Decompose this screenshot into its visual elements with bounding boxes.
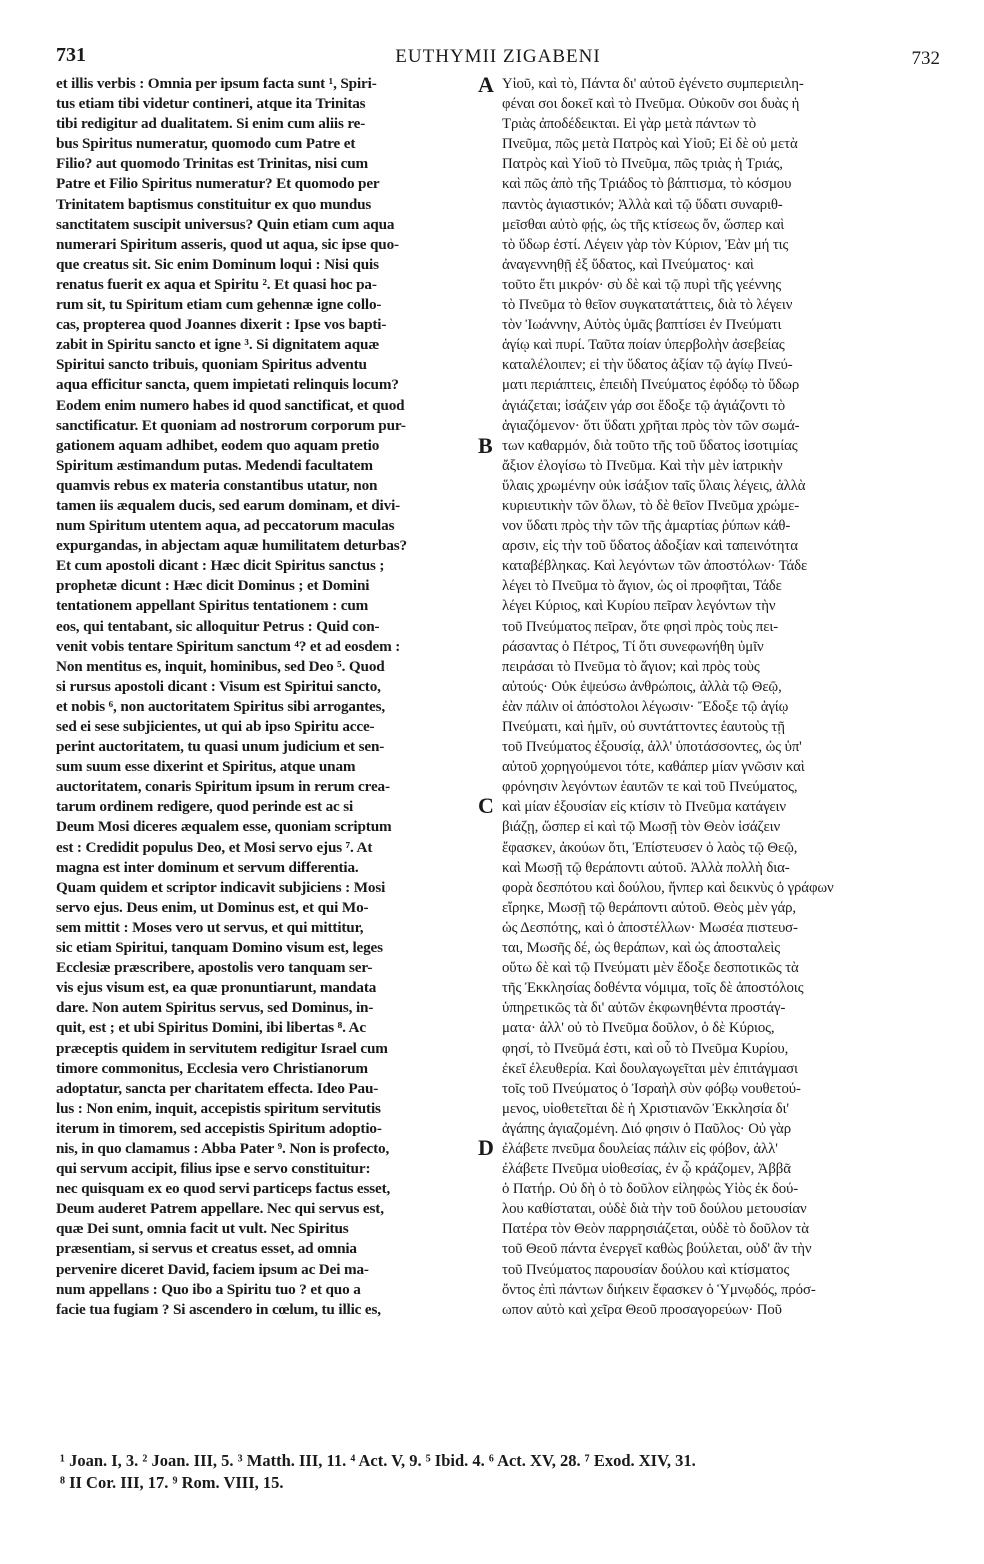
text-line: tibi redigitur ad dualitatem. Si enim cum aliis re- bbox=[56, 115, 366, 133]
text-line: τοῦ Πνεύματος πεῖραν, ὅτε φησὶ πρὸς τοὺς πει- bbox=[502, 618, 779, 635]
text-line: numerari Spiritum asseris, quod ut aqua, sic ipse quo- bbox=[56, 235, 399, 253]
text-line: timore commonitus, Ecclesia vero Christianorum bbox=[56, 1059, 368, 1077]
text-line: τὸν Ἰωάννην, Αὐτὸς ὑμᾶς βαπτίσει ἐν Πνεύματι bbox=[502, 317, 782, 334]
page-number-right: 732 bbox=[911, 48, 940, 69]
text-line: rum sit, tu Spiritum etiam cum gehennæ igne collo- bbox=[56, 296, 382, 314]
text-line: Πνεύματι, καὶ ἡμῖν, οὐ συντάττοντες ἑαυτοὺς τῇ bbox=[502, 719, 785, 735]
text-line: φέναι σοι δοκεῖ καὶ τὸ Πνεῦμα. Οὐκοῦν σοι δυὰς ἡ bbox=[502, 96, 800, 113]
text-line: ὡς Δεσπότης, καὶ ὁ ἀποστέλλων· Μωσέα πιστευσ- bbox=[502, 919, 798, 936]
text-line: ωπον αὐτὸ καὶ χεῖρα Θεοῦ προσαγορεύων· Ποῦ bbox=[502, 1301, 782, 1318]
text-line: magna est inter dominum et servum differentia. bbox=[56, 858, 359, 876]
text-line: ἁγιάζεται; ἰσάζειν γάρ σοι ἔδοξε τῷ ἁγιάζοντι τὸ bbox=[502, 397, 786, 414]
text-line: ὑπηρετικῶς τὰ δι' αὐτῶν ἐκφωνηθέντα προστάγ- bbox=[502, 1000, 786, 1017]
text-line: των καθαρμόν, διὰ τοῦτο τῆς τοῦ ὕδατος ἰσοτιμίας bbox=[502, 437, 798, 454]
text-line: ἀναγεννηθῇ ἐξ ὕδατος, καὶ Πνεύματος· καὶ bbox=[502, 256, 754, 273]
margin-letter-a: A bbox=[478, 72, 494, 97]
text-line: Quam quidem et scriptor indicavit subjiciens : Mosi bbox=[56, 878, 386, 896]
text-line: Deum auderet Patrem appellare. Nec qui servus est, bbox=[56, 1200, 384, 1218]
text-line: ὄντος ἐπὶ πάντων διήκειν ἔφασκεν ὁ Ὑμνῳδός, πρόσ- bbox=[502, 1281, 816, 1298]
text-line: ἔφασκεν, ἀκούων ὅτι, Ἐπίστευσεν ὁ λαὸς τῷ Θεῷ, bbox=[502, 839, 798, 856]
text-line: venit vobis tentare Spiritum sanctum ⁴? et ad eosdem : bbox=[56, 637, 401, 655]
text-line: τοῦτο ἔτι μικρόν· σὺ δὲ καὶ τῷ πυρὶ τῆς γεέννης bbox=[502, 276, 782, 293]
text-line: Deum Mosi diceres æqualem esse, quoniam scriptum bbox=[56, 818, 392, 836]
text-line: λέγει τὸ Πνεῦμα τὸ ἅγιον, ὡς οἱ προφῆται, Τάδε bbox=[502, 578, 782, 595]
text-line: nis, in quo clamamus : Abba Pater ⁹. Non is profecto, bbox=[56, 1139, 390, 1157]
text-line: καταβέβληκας. Καὶ λεγόντων τῶν ἀποστόλων· Τάδε bbox=[502, 558, 808, 575]
text-line: pervenire diceret David, faciem ipsum ac Dei ma- bbox=[56, 1260, 369, 1278]
text-line: sum suum esse dixerint et Spiritus, atque unam bbox=[56, 758, 356, 776]
text-line: nec quisquam ex eo quod servi particeps factus esset, bbox=[56, 1180, 391, 1198]
text-line: παντὸς ἁγιαστικόν; Ἀλλὰ καὶ τῷ ὕδατι συναριθ- bbox=[502, 196, 783, 213]
text-line: φορὰ δεσπότου καὶ δούλου, ἥνπερ καὶ δεικνὺς ὁ γράφων bbox=[502, 879, 834, 896]
margin-letter-c: C bbox=[478, 793, 494, 818]
text-line: τὸ Πνεῦμα τὸ θεῖον συγκατατάττεις, διὰ τὸ λέγειν bbox=[502, 297, 793, 314]
text-line: ὁ Πατήρ. Οὐ δὴ ὁ τὸ δοῦλον εἰληφὼς Υἱὸς ἐκ δού- bbox=[502, 1181, 799, 1198]
text-line: οὕτω δὲ καὶ τῷ Πνεύματι μὲν ἔδοξε δεσποτικῶς τὰ bbox=[502, 960, 799, 977]
text-line: τοῦ Θεοῦ πάντα ἐνεργεῖ καθὼς βούλεται, οὐδ' ἂν τὴν bbox=[502, 1241, 812, 1258]
text-line: si rursus apostoli dicant : Visum est Spiritui sancto, bbox=[56, 677, 381, 695]
text-line: ἄξιον ἐλογίσω τὸ Πνεῦμα. Καὶ τὴν μὲν ἰατρικὴν bbox=[502, 457, 783, 474]
text-line: ἀγάπης ἁγιαζομένη. Διό φησιν ὁ Παῦλος· Οὐ γὰρ bbox=[502, 1120, 791, 1137]
text-line: qui servum accipit, filius ipse e servo constituitur: bbox=[56, 1160, 371, 1178]
text-line: Non mentitus es, inquit, hominibus, sed Deo ⁵. Quod bbox=[56, 657, 385, 675]
text-line: præceptis quidem in servitutem redigitur Israel cum bbox=[56, 1039, 388, 1057]
text-line: adoptatur, sancta per charitatem effecta. Ideo Pau- bbox=[56, 1079, 379, 1097]
text-line: ἁγίῳ καὶ πυρί. Ταῦτα ποίαν ὑπερβολὴν ἀσεβείας bbox=[502, 337, 785, 354]
text-line: μεῖσθαι αὐτὸ φῄς, ὡς τῆς κτίσεως ὄν, ὥσπερ καὶ bbox=[502, 216, 785, 233]
running-title: EUTHYMII ZIGABENI bbox=[395, 46, 601, 67]
text-line: κυριευτικὴν τῶν ὅλων, τὸ δὲ θεῖον Πνεῦμα χρώμε- bbox=[502, 497, 800, 514]
text-line: Τριὰς ἀποδέδεικται. Εἰ γὰρ μετὰ πάντων τὸ bbox=[502, 116, 757, 133]
text-line: quit, est ; et ubi Spiritus Domini, ibi libertas ⁸. Ac bbox=[56, 1019, 366, 1037]
text-line: præsentiam, si servus et creatus esset, ad omnia bbox=[56, 1240, 357, 1258]
text-line: quamvis rebus ex materia constantibus utatur, non bbox=[56, 476, 378, 494]
text-line: gationem aquam adhibet, eodem quo aquam pretio bbox=[56, 436, 380, 454]
text-line: ἐὰν πάλιν οἱ ἀπόστολοι λέγωσιν· Ἔδοξε τῷ ἁγίῳ bbox=[502, 698, 789, 715]
text-line: Filio? aut quomodo Trinitas est Trinitas, nisi cum bbox=[56, 155, 369, 173]
text-line: sem mittit : Moses vero ut servus, et qui mittitur, bbox=[56, 918, 364, 936]
footnotes bbox=[60, 1450, 924, 1494]
text-line: cas, propterea quod Joannes dixerit : Ipse vos bapti- bbox=[56, 316, 387, 334]
margin-letter-d: D bbox=[478, 1135, 494, 1160]
text-line: Πατέρα τὸν Θεὸν παρρησιάζεται, οὐδὲ τὸ δοῦλον τὰ bbox=[502, 1221, 809, 1238]
text-line: αὐτούς· Οὐκ ἐψεύσω ἀνθρώποις, ἀλλὰ τῷ Θεῷ, bbox=[502, 678, 782, 695]
text-line: Trinitatem baptismus constituitur ex quo mundus bbox=[56, 195, 372, 213]
text-line: ἁγιαζόμενον· ὅτι ὕδατι χρῆται πρὸς τὸν τῶν σωμά- bbox=[502, 417, 800, 434]
text-line: Πατρὸς καὶ Υἱοῦ τὸ Πνεῦμα, πῶς τριὰς ἡ Τριάς, bbox=[502, 156, 783, 173]
text-line: num Spiritum utentem aqua, ad peccatorum maculas bbox=[56, 517, 395, 535]
text-line: καὶ Μωσῇ τῷ θεράποντι αὐτοῦ. Ἀλλὰ πολλὴ δια- bbox=[502, 859, 790, 876]
text-line: prophetæ dicunt : Hæc dicit Dominus ; et Domini bbox=[56, 577, 370, 595]
text-line: zabit in Spiritu sancto et igne ³. Si dignitatem aquæ bbox=[56, 336, 380, 354]
text-line: tamen iis æqualem ducis, sed earum dominam, et divi- bbox=[56, 496, 401, 514]
text-line: et nobis ⁶, non auctoritatem Spiritus sibi arrogantes, bbox=[56, 697, 386, 715]
text-line: βιάζῃ, ὥσπερ εἰ καὶ τῷ Μωσῇ τὸν Θεὸν ἰσάζειν bbox=[502, 819, 781, 836]
text-line: καταλέλοιπεν; εἰ τὴν ὕδατος ἀξίαν τῷ ἁγίῳ Πνεύ- bbox=[502, 357, 793, 374]
text-line: ματα· ἀλλ' οὐ τὸ Πνεῦμα δοῦλον, ὁ δὲ Κύριος, bbox=[502, 1020, 775, 1037]
text-line: facie tua fugiam ? Si ascendero in cœlum, tu illic es, bbox=[56, 1300, 381, 1318]
text-line: μενος, υἱοθετεῖται δὲ ἡ Χριστιανῶν Ἐκκλησία δι' bbox=[502, 1100, 789, 1117]
text-line: servo ejus. Deus enim, ut Dominus est, et qui Mo- bbox=[56, 898, 369, 916]
text-line: Ecclesiæ præscribere, apostolis vero tanquam ser- bbox=[56, 959, 373, 977]
text-line: tus etiam tibi videtur contineri, atque ita Trinitas bbox=[56, 95, 366, 113]
text-line: tarum ordinem redigere, quod perinde est ac si bbox=[56, 798, 354, 816]
text-line: sic etiam Spiritui, tanquam Domino visum est, leges bbox=[56, 939, 383, 957]
text-line: εἴρηκε, Μωσῇ τῷ θεράποντι αὐτοῦ. Θεὸς μὲν γάρ, bbox=[502, 899, 797, 916]
text-line: ται, Μωσῆς δέ, ὡς θεράπων, καὶ ὡς ἀποσταλεὶς bbox=[502, 940, 781, 957]
text-line: Spiritum æstimandum putas. Medendi facultatem bbox=[56, 456, 373, 474]
text-line: aqua efficitur sancta, quem impietati relinquis locum? bbox=[56, 376, 399, 394]
text-line: ματι περιάπτεις, ἐπειδὴ Πνεύματος ἐφόδῳ τὸ ὕδωρ bbox=[502, 377, 800, 394]
text-line: φησί, τὸ Πνεῦμά ἐστι, καὶ οὗ τὸ Πνεῦμα Κυρίου, bbox=[502, 1040, 789, 1057]
text-line: τῆς Ἐκκλησίας δοθέντα νόμιμα, τοῖς δὲ ἀποστόλοις bbox=[502, 980, 804, 997]
greek-column bbox=[502, 74, 902, 1320]
text-line: bus Spiritus numeratur, quomodo cum Patre et bbox=[56, 135, 356, 153]
latin-column bbox=[56, 74, 474, 1320]
text-line: vis ejus visum est, ea quæ pronuntiarunt, mandata bbox=[56, 979, 377, 997]
text-line: est : Credidit populus Deo, et Mosi servo ejus ⁷. At bbox=[56, 838, 373, 856]
text-line: καὶ πῶς ἀπὸ τῆς Τριάδος τὸ βάπτισμα, τὸ κόσμου bbox=[502, 176, 792, 193]
text-line: λέγει Κύριος, καὶ Κυρίου πεῖραν λεγόντων τὴν bbox=[502, 598, 776, 615]
page-number-left: 731 bbox=[56, 44, 86, 66]
text-line: Et cum apostoli dicant : Hæc dicit Spiritus sanctus ; bbox=[56, 557, 385, 575]
text-line: dare. Non autem Spiritus servus, sed Dominus, in- bbox=[56, 999, 374, 1017]
text-line: sed ei sese subjicientes, ut qui ab ipso Spiritu acce- bbox=[56, 718, 375, 735]
margin-letter-b: B bbox=[478, 433, 493, 458]
text-line: tentationem appellant Spiritus tentationem : cum bbox=[56, 597, 369, 615]
text-line: λου καθίσταται, οὐδὲ διὰ τὴν τοῦ δούλου μετουσίαν bbox=[502, 1201, 807, 1218]
text-line: ράσαντας ὁ Πέτρος, Τί ὅτι συνεφωνήθη ὑμῖν bbox=[502, 638, 764, 655]
text-line: et illis verbis : Omnia per ipsum facta sunt ¹, Spiri- bbox=[56, 75, 377, 92]
text-line: τοῦ Πνεύματος παρουσίαν δούλου καὶ κτίσματος bbox=[502, 1261, 790, 1278]
text-line: Υἱοῦ, καὶ τὸ, Πάντα δι' αὐτοῦ ἐγένετο συμπεριειλη- bbox=[502, 76, 804, 92]
running-head bbox=[56, 44, 940, 72]
text-line: νον ὕδατι πρὸς τὴν τῶν τῆς ἁμαρτίας ῥύπων κάθ- bbox=[502, 518, 791, 535]
text-line: eos, qui tentabant, sic alloquitur Petrus : Quid con- bbox=[56, 617, 380, 635]
text-line: Patre et Filio Spiritus numeratur? Et quomodo per bbox=[56, 175, 380, 193]
text-line: renatus fuerit ex aqua et Spiritu ². Et quasi hoc pa- bbox=[56, 275, 377, 293]
text-line: τοῖς τοῦ Πνεύματος ὁ Ἰσραὴλ σὺν φόβῳ νουθετού- bbox=[502, 1080, 801, 1097]
text-line: iterum in timorem, sed accepistis Spiritum adoptio- bbox=[56, 1119, 382, 1137]
text-line: ἐλάβετε Πνεῦμα υἱοθεσίας, ἐν ᾧ κράζομεν, Ἀββᾶ bbox=[502, 1161, 791, 1178]
text-line: Eodem enim numero habes id quod sanctificat, et quod bbox=[56, 396, 405, 414]
text-line: αρσιν, εἰς τὴν τοῦ ὕδατος ἀδοξίαν καὶ ταπεινότητα bbox=[502, 538, 798, 555]
text-line: Spiritui sancto tribuis, quoniam Spiritus adventu bbox=[56, 356, 367, 374]
text-line: auctoritatem, conaris Spiritum ipsum in rerum crea- bbox=[56, 778, 390, 796]
footnote-line: ⁸ II Cor. III, 17. ⁹ Rom. VIII, 15. bbox=[60, 1473, 284, 1492]
text-line: αὐτοῦ χορηγούμενοι τότε, καθάπερ μίαν γνῶσιν καὶ bbox=[502, 759, 805, 776]
text-line: lus : Non enim, inquit, accepistis spiritum servitutis bbox=[56, 1099, 381, 1117]
text-line: φρόνησιν λεγόντων ἑαυτῶν τε καὶ τοῦ Πνεύματος, bbox=[502, 779, 798, 796]
footnote-line: ¹ Joan. I, 3. ² Joan. III, 5. ³ Matth. III, 11. ⁴ Act. V, 9. ⁵ Ibid. 4. ⁶ Act. XV, 28. ⁷ Exod. XIV, 31. bbox=[60, 1451, 696, 1470]
text-line: ἐκεῖ ἐλευθερία. Καὶ δουλαγωγεῖται μὲν ἐπιτάγμασι bbox=[502, 1060, 798, 1077]
text-line: πειράσαι τὸ Πνεῦμα τὸ ἅγιον; καὶ πρὸς τοὺς bbox=[502, 658, 760, 675]
text-line: sanctificatur. Et quoniam ad nostrorum corporum pur- bbox=[56, 416, 406, 434]
text-line: τοῦ Πνεύματος ἐξουσίᾳ, ἀλλ' ὑποτάσσοντες, ὡς ὑπ' bbox=[502, 739, 802, 756]
text-line: expurgandas, in abjectam aquæ humilitatem deturbas? bbox=[56, 537, 407, 555]
text-line: perint auctoritatem, tu quasi unum judicium et sen- bbox=[56, 738, 385, 756]
text-line: quæ Dei sunt, omnia facit ut vult. Nec Spiritus bbox=[56, 1220, 349, 1238]
text-line: que creatus sit. Sic enim Dominum loqui : Nisi quis bbox=[56, 255, 379, 273]
text-line: τὸ ὕδωρ ἐστί. Λέγειν γὰρ τὸν Κύριον, Ἐὰν μή τις bbox=[502, 236, 789, 253]
text-line: num appellans : Quo ibo a Spiritu tuo ? et quo a bbox=[56, 1280, 361, 1298]
text-line: sanctitatem suscipit universus? Quin etiam cum aqua bbox=[56, 215, 395, 233]
text-line: ἐλάβετε πνεῦμα δουλείας πάλιν εἰς φόβον, ἀλλ' bbox=[502, 1140, 778, 1157]
text-line: ὕλαις χρωμένην οὐκ ἰσάξιον ταῖς ὕλαις λέγεις, ἀλλὰ bbox=[502, 477, 806, 494]
text-line: καὶ μίαν ἐξουσίαν εἰς κτίσιν τὸ Πνεῦμα κατάγειν bbox=[502, 799, 786, 816]
text-line: Πνεῦμα, πῶς μετὰ Πατρὸς καὶ Υἱοῦ; Εἰ δὲ οὐ μετὰ bbox=[502, 136, 798, 153]
